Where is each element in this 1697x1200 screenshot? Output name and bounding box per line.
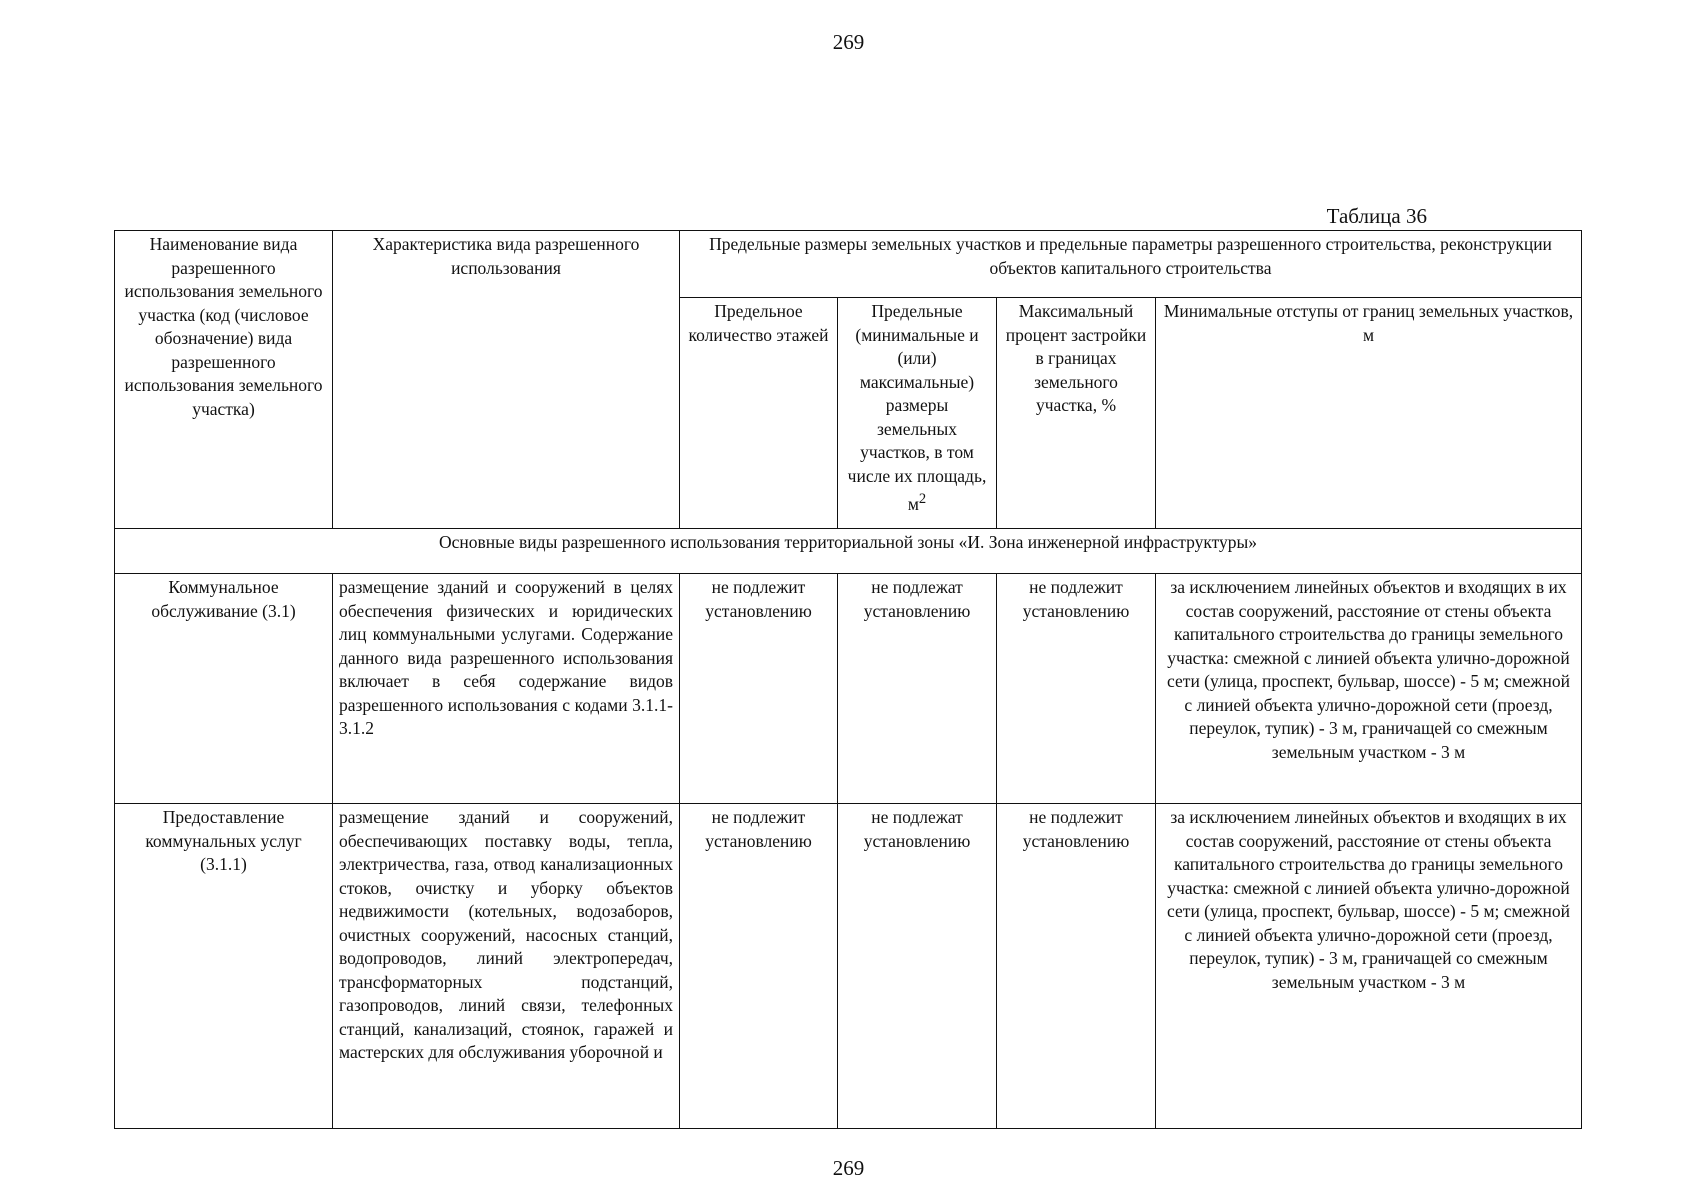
floors-value: не подлежит установлению <box>680 804 838 1129</box>
header-row-1 <box>115 231 1582 298</box>
table-caption: Таблица 36 <box>1326 204 1427 228</box>
plot-sizes-value: не подлежат установлению <box>838 804 997 1129</box>
header-use-description: Характеристика вида разрешенного использования <box>333 231 680 529</box>
coverage-value: не подлежит установлению <box>997 574 1156 804</box>
section-row <box>115 529 1582 574</box>
use-name: Коммунальное обслуживание (3.1) <box>115 574 333 804</box>
coverage-value: не подлежит установлению <box>997 804 1156 1129</box>
header-floors: Предельное количество этажей <box>680 298 838 529</box>
page-number-top: 269 <box>832 30 865 54</box>
section-title: Основные виды разрешенного использования территориальной зоны «И. Зона инженерной инфраструктуры» <box>115 529 1582 574</box>
setbacks-value: за исключением линейных объектов и входящих в их состав сооружений, расстояние от стены объекта капитального строительства до границы земельного участка: смежной с линией объекта улично-дорожной сети (улица, проспект, бульвар, шоссе) - 5 м; смежной с линией объекта улично-дорожной сети (проезд, переулок, тупик) - 3 м, граничащей со смежным земельным участком - 3 м <box>1156 804 1582 1129</box>
header-setbacks: Минимальные отступы от границ земельных участков, м <box>1156 298 1582 529</box>
page-number-bottom: 269 <box>832 1156 865 1180</box>
floors-value: не подлежит установлению <box>680 574 838 804</box>
header-plot-sizes-text: Предельные (минимальные и (или) максимальные) размеры земельных участков, в том числе их площадь, м <box>847 301 987 514</box>
header-plot-sizes <box>838 298 997 529</box>
land-use-table <box>114 230 1582 1129</box>
table-row <box>115 804 1582 1129</box>
header-plot-sizes-sup: 2 <box>918 491 927 507</box>
header-limits-group: Предельные размеры земельных участков и предельные параметры разрешенного строительства, реконструкции объектов капитального строительства <box>680 231 1582 298</box>
setbacks-value: за исключением линейных объектов и входящих в их состав сооружений, расстояние от стены объекта капитального строительства до границы земельного участка: смежной с линией объекта улично-дорожной сети (улица, проспект, бульвар, шоссе) - 5 м; смежной с линией объекта улично-дорожной сети (проезд, переулок, тупик) - 3 м, граничащей со смежным земельным участком - 3 м <box>1156 574 1582 804</box>
header-coverage: Максимальный процент застройки в границах земельного участка, % <box>997 298 1156 529</box>
use-description: размещение зданий и сооружений в целях обеспечения физических и юридических лиц коммунальными услугами. Содержание данного вида разрешенного использования включает в себя содержание видов разрешенного использования с кодами 3.1.1-3.1.2 <box>333 574 680 804</box>
use-description: размещение зданий и сооружений, обеспечивающих поставку воды, тепла, электричества, газа, отвод канализационных стоков, очистку и уборку объектов недвижимости (котельных, водозаборов, очистных сооружений, насосных станций, водопроводов, линий электропередач, трансформаторных подстанций, газопроводов, линий связи, телефонных станций, канализаций, стоянок, гаражей и мастерских для обслуживания уборочной и <box>333 804 680 1129</box>
plot-sizes-value: не подлежат установлению <box>838 574 997 804</box>
table-row <box>115 574 1582 804</box>
use-name: Предоставление коммунальных услуг (3.1.1) <box>115 804 333 1129</box>
header-use-name: Наименование вида разрешенного использования земельного участка (код (числовое обозначение) вида разрешенного использования земельного участка) <box>115 231 333 529</box>
